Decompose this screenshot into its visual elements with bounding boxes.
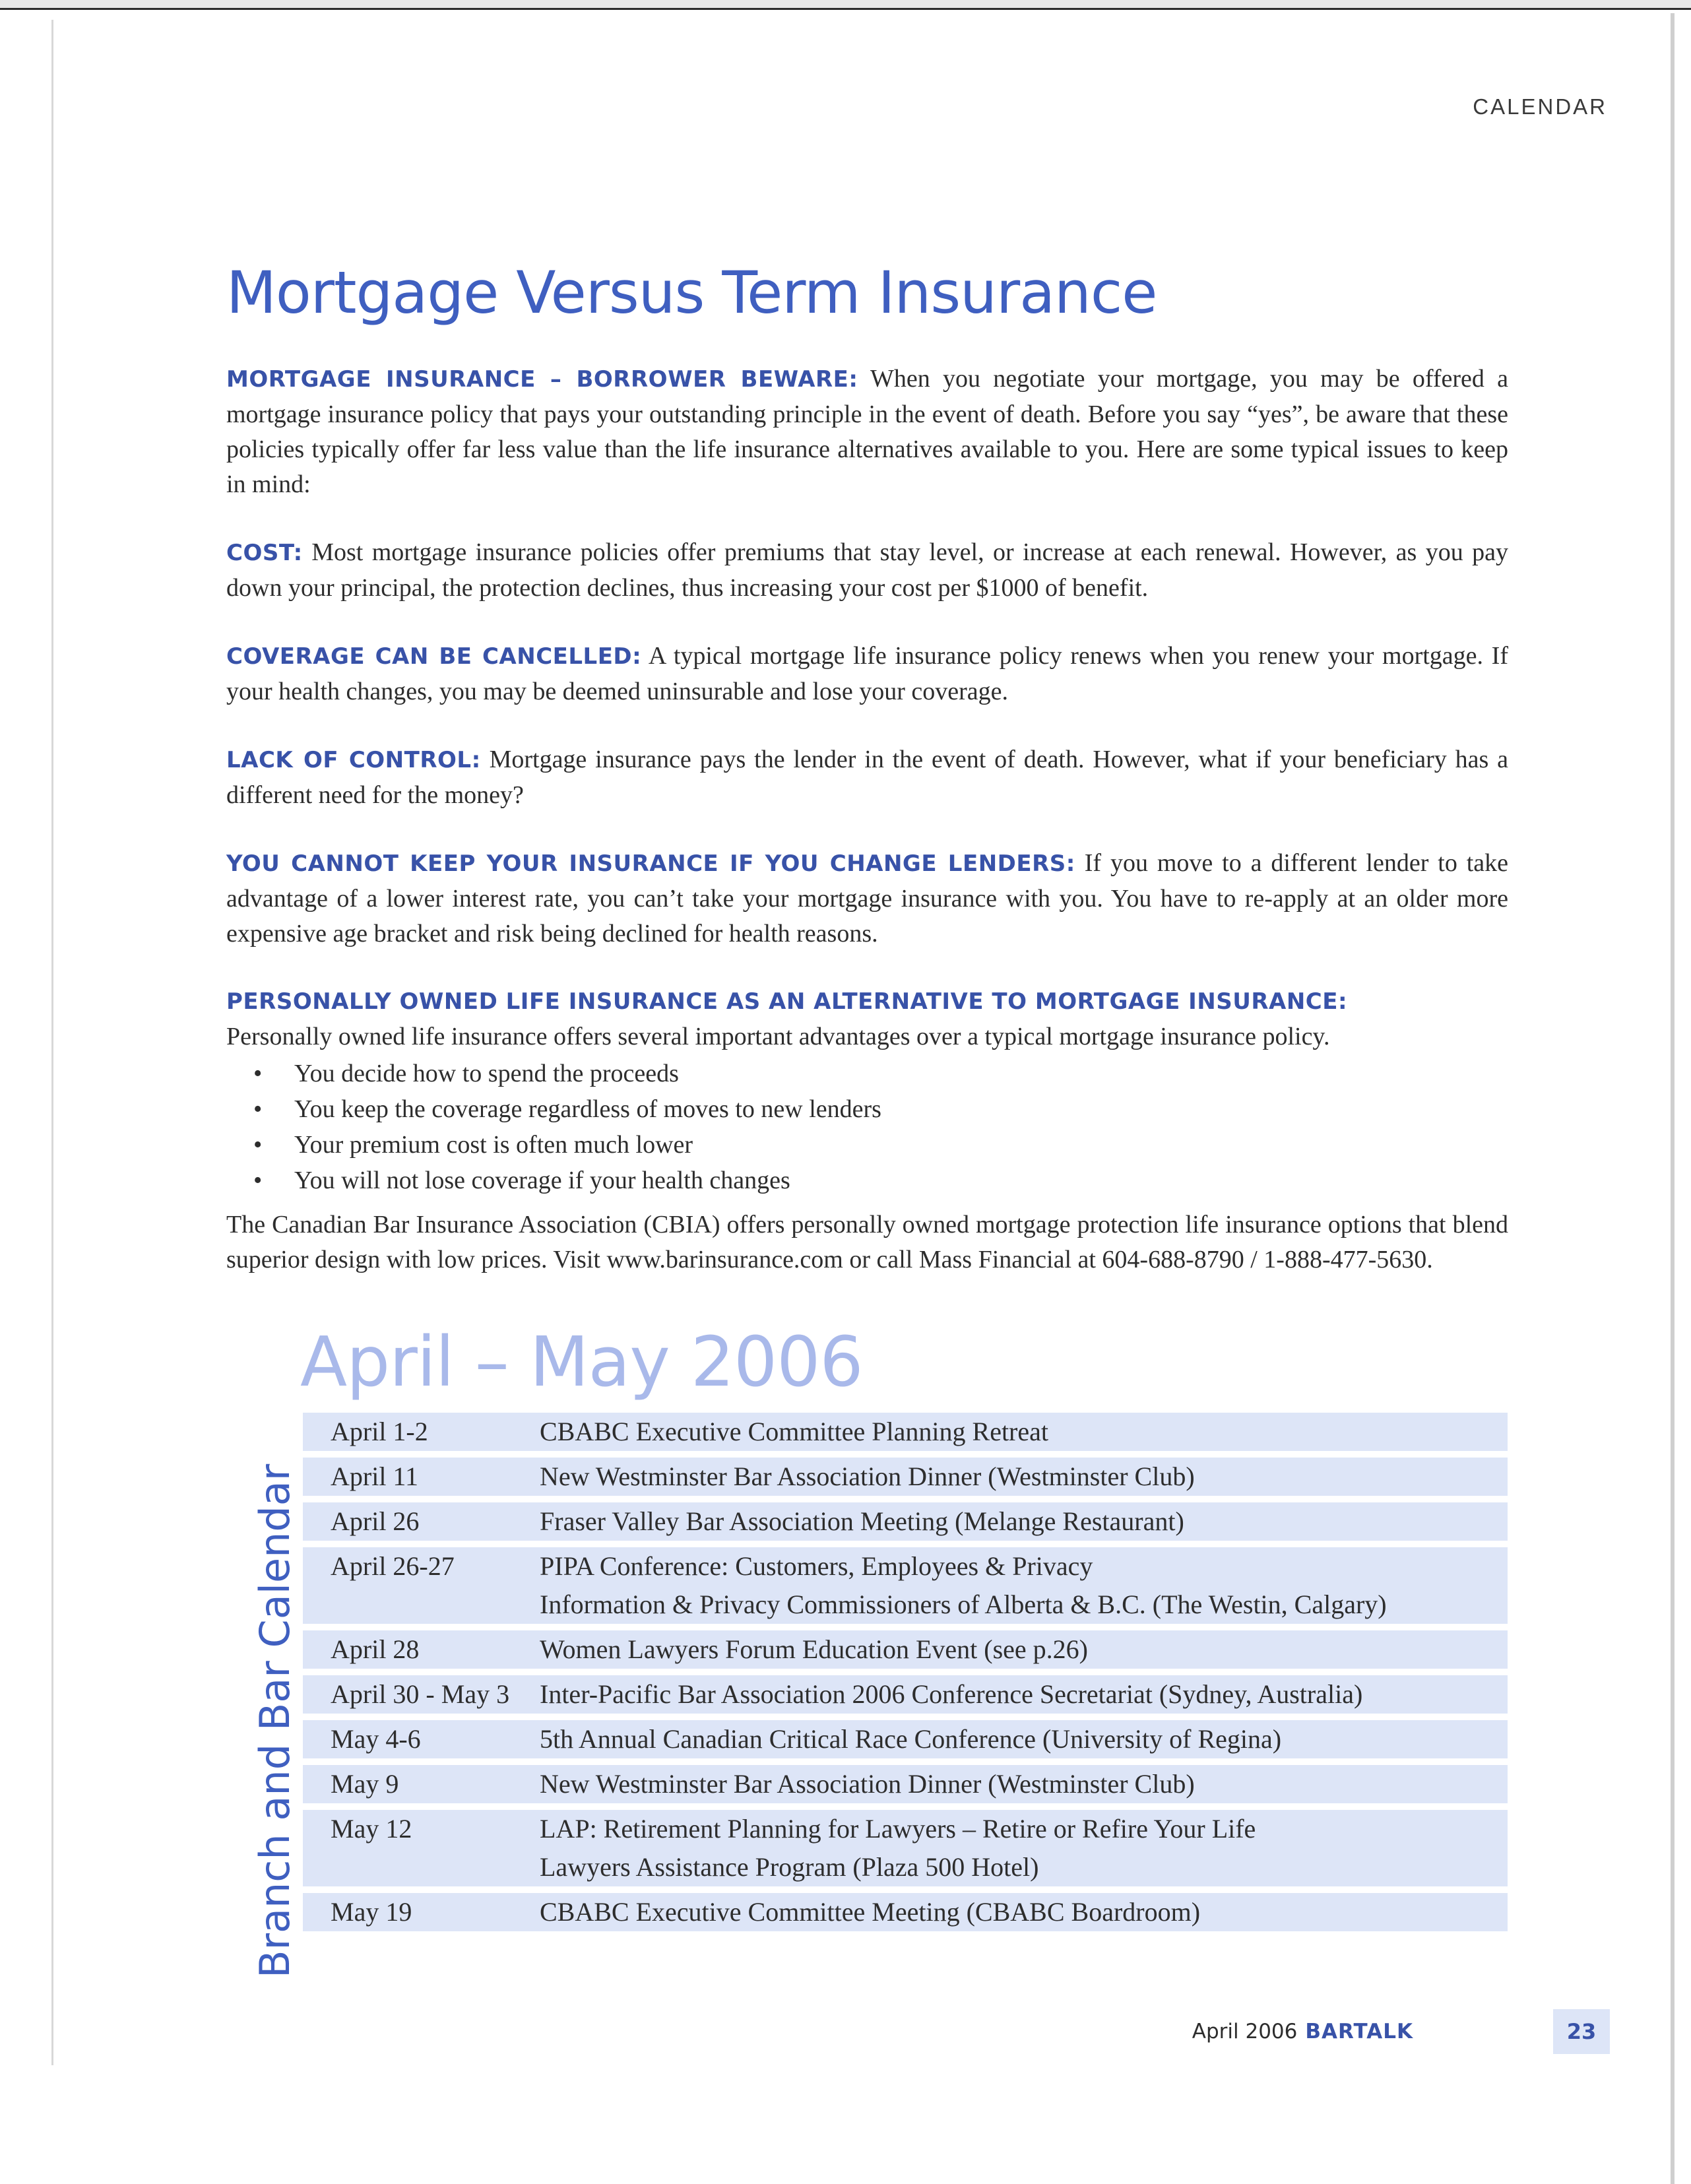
- event-date: April 11: [331, 1461, 418, 1491]
- section-cost: [226, 535, 1508, 606]
- alternative-intro: Personally owned life insurance offers several important advantages over a typical mortgage insurance policy.: [226, 1023, 1330, 1050]
- section-text: If you move to a different lender to take advantage of a lower interest rate, you can’t take your mortgage insurance with you. You have to re-apply at an older more expensive age bracket and risk being declined for health reasons.: [226, 849, 1508, 947]
- event-description: 5th Annual Canadian Critical Race Conference (University of Regina): [540, 1724, 1282, 1754]
- event-date: April 28: [331, 1634, 420, 1664]
- calendar-table: [303, 1413, 1508, 1938]
- calendar-row: [303, 1675, 1508, 1714]
- event-description: Inter-Pacific Bar Association 2006 Conference Secretariat (Sydney, Australia): [540, 1679, 1363, 1709]
- event-date: May 12: [331, 1814, 412, 1844]
- calendar-row: [303, 1765, 1508, 1803]
- page-number: 23: [1553, 2009, 1610, 2054]
- publication-name: BARTALK: [1305, 2020, 1413, 2043]
- alternative-heading: PERSONALLY OWNED LIFE INSURANCE AS AN ALTERNATIVE TO MORTGAGE INSURANCE:: [226, 988, 1348, 1015]
- section-text: A typical mortgage life insurance policy renews when you renew your mortgage. If your health changes, you may be deemed uninsurable and lose your coverage.: [226, 642, 1508, 705]
- calendar-row: [303, 1810, 1508, 1886]
- section-lack-of-control: [226, 742, 1508, 813]
- issue-date: April 2006: [1192, 2020, 1298, 2043]
- event-date: April 30 - May 3: [331, 1679, 510, 1709]
- event-date: April 1-2: [331, 1417, 428, 1446]
- section-heading: YOU CANNOT KEEP YOUR INSURANCE IF YOU CHANGE LENDERS:: [226, 851, 1075, 877]
- event-date: April 26-27: [331, 1551, 455, 1581]
- bullet-icon: •: [253, 1095, 263, 1123]
- closing-paragraph: The Canadian Bar Insurance Association (CBIA) offers personally owned mortgage protection life insurance options that blend superior design with low prices. Visit www.barinsurance.com or call Mass Financial at 604-688-8790 / 1-888-477-5630.: [226, 1211, 1508, 1273]
- list-item: • You keep the coverage regardless of moves to new lenders: [253, 1091, 1508, 1127]
- page-right-edge: [1671, 13, 1675, 2184]
- list-item: • Your premium cost is often much lower: [253, 1127, 1508, 1163]
- section-alternative: [226, 984, 1508, 1277]
- event-description: New Westminster Bar Association Dinner (Westminster Club): [540, 1769, 1195, 1799]
- calendar-row: [303, 1502, 1508, 1541]
- section-change-lenders: [226, 846, 1508, 951]
- section-text: When you negotiate your mortgage, you may be offered a mortgage insurance policy that pays your outstanding principle in the event of death. Before you say “yes”, be aware that these policies typically offer far less value than the life insurance alternatives available to you. Here are some typical issues to keep in mind:: [226, 365, 1508, 498]
- list-item: • You will not lose coverage if your health changes: [253, 1163, 1508, 1198]
- event-description: LAP: Retirement Planning for Lawyers – Retire or Refire Your Life Lawyers Assistance Program (Plaza 500 Hotel): [540, 1814, 1256, 1882]
- section-heading: LACK OF CONTROL:: [226, 747, 481, 773]
- list-item: • You decide how to spend the proceeds: [253, 1056, 1508, 1091]
- running-head: CALENDAR: [1473, 94, 1607, 119]
- calendar-row: [303, 1630, 1508, 1669]
- section-borrower-beware: [226, 362, 1508, 502]
- calendar-row: [303, 1720, 1508, 1758]
- event-date: April 26: [331, 1506, 420, 1536]
- section-heading: COST:: [226, 540, 303, 566]
- section-heading: MORTGAGE INSURANCE – BORROWER BEWARE:: [226, 366, 858, 393]
- page-title: Mortgage Versus Term Insurance: [226, 259, 1157, 327]
- event-description: New Westminster Bar Association Dinner (Westminster Club): [540, 1461, 1195, 1491]
- event-description: Women Lawyers Forum Education Event (see p.26): [540, 1634, 1088, 1664]
- section-text: Most mortgage insurance policies offer premiums that stay level, or increase at each renewal. However, as you pay down your principal, the protection declines, thus increasing your cost per $1000 of benefit.: [226, 538, 1508, 602]
- calendar-row: [303, 1893, 1508, 1931]
- page-top-edge: [0, 0, 1691, 10]
- event-date: May 4-6: [331, 1724, 421, 1754]
- calendar-side-label: Branch and Bar Calendar: [251, 1463, 299, 1978]
- calendar-title: April – May 2006: [300, 1322, 863, 1402]
- section-heading: COVERAGE CAN BE CANCELLED:: [226, 643, 642, 670]
- bullet-icon: •: [253, 1131, 263, 1159]
- bullet-icon: •: [253, 1060, 263, 1087]
- event-description: PIPA Conference: Customers, Employees & Privacy Information & Privacy Commissioners of Alberta & B.C. (The Westin, Calgary): [540, 1551, 1387, 1619]
- event-date: May 9: [331, 1769, 399, 1799]
- calendar-row: [303, 1547, 1508, 1624]
- section-text: Mortgage insurance pays the lender in the event of death. However, what if your beneficiary has a different need for the money?: [226, 746, 1508, 809]
- article-body: [226, 362, 1508, 1310]
- page-gutter-line: [51, 20, 53, 2065]
- event-date: May 19: [331, 1897, 412, 1927]
- event-description: CBABC Executive Committee Planning Retreat: [540, 1417, 1048, 1446]
- calendar-row: [303, 1413, 1508, 1451]
- section-coverage-cancelled: [226, 639, 1508, 709]
- bullet-icon: •: [253, 1167, 263, 1194]
- event-description: Fraser Valley Bar Association Meeting (Melange Restaurant): [540, 1506, 1184, 1536]
- advantages-list: [226, 1056, 1508, 1198]
- calendar-row: [303, 1458, 1508, 1496]
- event-description: CBABC Executive Committee Meeting (CBABC Boardroom): [540, 1897, 1201, 1927]
- page-footer: [1192, 2020, 1413, 2043]
